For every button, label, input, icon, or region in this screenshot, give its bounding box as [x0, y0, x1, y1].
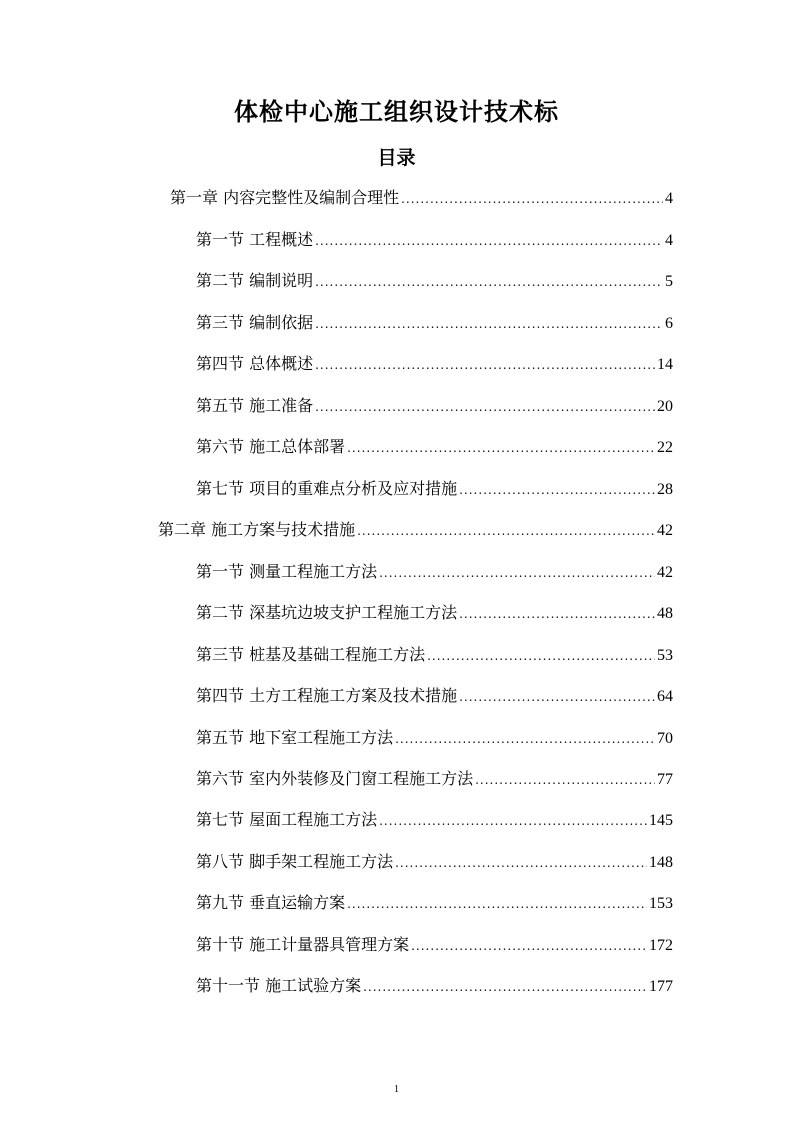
toc-entry-page: 4 — [665, 232, 673, 249]
toc-entry-section[interactable] — [196, 477, 673, 501]
toc-entry-section[interactable] — [196, 767, 673, 791]
toc-entry-section[interactable] — [196, 808, 673, 832]
toc-entry-section[interactable] — [196, 643, 673, 667]
toc-dot-leader — [315, 395, 655, 419]
toc-entry-label: 第六节 施工总体部署 — [196, 437, 346, 456]
toc-dot-leader — [401, 187, 663, 211]
toc-dot-leader — [315, 312, 663, 336]
toc-entry-page: 53 — [657, 647, 673, 664]
toc-dot-leader — [357, 519, 655, 543]
toc-entry-page: 153 — [649, 895, 673, 912]
toc-entry-label: 第七节 屋面工程施工方法 — [196, 810, 378, 829]
toc-dot-leader — [347, 436, 655, 460]
toc-entry-chapter-2[interactable] — [158, 518, 673, 542]
toc-entry-label: 第二节 深基坑边坡支护工程施工方法 — [196, 603, 458, 622]
toc-entry-section[interactable] — [196, 850, 673, 874]
toc-entry-label: 第二节 编制说明 — [196, 271, 314, 290]
toc-dot-leader — [379, 809, 647, 833]
toc-entry-label: 第三节 桩基及基础工程施工方法 — [196, 645, 426, 664]
toc-entry-page: 28 — [657, 481, 673, 498]
toc-entry-page: 48 — [657, 605, 673, 622]
toc-entry-section[interactable] — [196, 974, 673, 998]
toc-dot-leader — [459, 685, 655, 709]
page-number: 1 — [394, 1084, 399, 1095]
toc-dot-leader — [379, 561, 655, 585]
document-title: 体检中心施工组织设计技术标 — [234, 98, 559, 126]
toc-entry-page: 148 — [649, 854, 673, 871]
toc-entry-label: 第十节 施工计量器具管理方案 — [196, 935, 410, 954]
toc-dot-leader — [459, 478, 655, 502]
toc-entry-page: 64 — [657, 688, 673, 705]
toc-entry-section[interactable] — [196, 352, 673, 376]
toc-entry-section[interactable] — [196, 601, 673, 625]
toc-entry-section[interactable] — [196, 933, 673, 957]
toc-dot-leader — [315, 353, 655, 377]
toc-entry-label: 第五节 地下室工程施工方法 — [196, 728, 394, 747]
toc-entry-section[interactable] — [196, 228, 673, 252]
toc-dot-leader — [427, 644, 655, 668]
toc-entry-section[interactable] — [196, 435, 673, 459]
toc-dot-leader — [347, 892, 647, 916]
toc-entry-page: 14 — [657, 356, 673, 373]
toc-entry-section[interactable] — [196, 394, 673, 418]
toc-entry-label: 第九节 垂直运输方案 — [196, 893, 346, 912]
toc-entry-section[interactable] — [196, 269, 673, 293]
toc-entry-label: 第四节 总体概述 — [196, 354, 314, 373]
toc-entry-label: 第一节 测量工程施工方法 — [196, 562, 378, 581]
toc-entry-section[interactable] — [196, 891, 673, 915]
toc-entry-page: 177 — [649, 978, 673, 995]
toc-heading: 目录 — [377, 147, 416, 169]
toc-entry-section[interactable] — [196, 311, 673, 335]
toc-entry-chapter-1[interactable] — [170, 186, 673, 210]
toc-dot-leader — [315, 270, 663, 294]
toc-dot-leader — [475, 768, 655, 792]
toc-entry-page: 70 — [657, 730, 673, 747]
toc-entry-label: 第一节 工程概述 — [196, 230, 314, 249]
toc-entry-label: 第一章 内容完整性及编制合理性 — [170, 188, 400, 207]
toc-entry-page: 6 — [665, 315, 673, 332]
toc-dot-leader — [411, 934, 647, 958]
toc-entry-label: 第五节 施工准备 — [196, 396, 314, 415]
toc-entry-label: 第三节 编制依据 — [196, 313, 314, 332]
toc-entry-section[interactable] — [196, 726, 673, 750]
toc-dot-leader — [363, 975, 647, 999]
toc-dot-leader — [395, 727, 655, 751]
toc-entry-page: 145 — [649, 812, 673, 829]
toc-entry-page: 42 — [657, 564, 673, 581]
toc-entry-page: 5 — [665, 273, 673, 290]
toc-entry-page: 172 — [649, 937, 673, 954]
toc-entry-page: 22 — [657, 439, 673, 456]
toc-entry-label: 第六节 室内外装修及门窗工程施工方法 — [196, 769, 474, 788]
toc-dot-leader — [459, 602, 655, 626]
toc-entry-page: 4 — [665, 190, 673, 207]
toc-entry-label: 第二章 施工方案与技术措施 — [158, 520, 356, 539]
toc-entry-section[interactable] — [196, 560, 673, 584]
toc-entry-label: 第七节 项目的重难点分析及应对措施 — [196, 479, 458, 498]
toc-entry-label: 第四节 土方工程施工方案及技术措施 — [196, 686, 458, 705]
toc-entry-page: 20 — [657, 398, 673, 415]
toc-dot-leader — [315, 229, 663, 253]
toc-entry-section[interactable] — [196, 684, 673, 708]
toc-dot-leader — [395, 851, 647, 875]
toc-entry-label: 第十一节 施工试验方案 — [196, 976, 362, 995]
toc-entry-label: 第八节 脚手架工程施工方法 — [196, 852, 394, 871]
toc-entry-page: 42 — [657, 522, 673, 539]
toc-entry-page: 77 — [657, 771, 673, 788]
